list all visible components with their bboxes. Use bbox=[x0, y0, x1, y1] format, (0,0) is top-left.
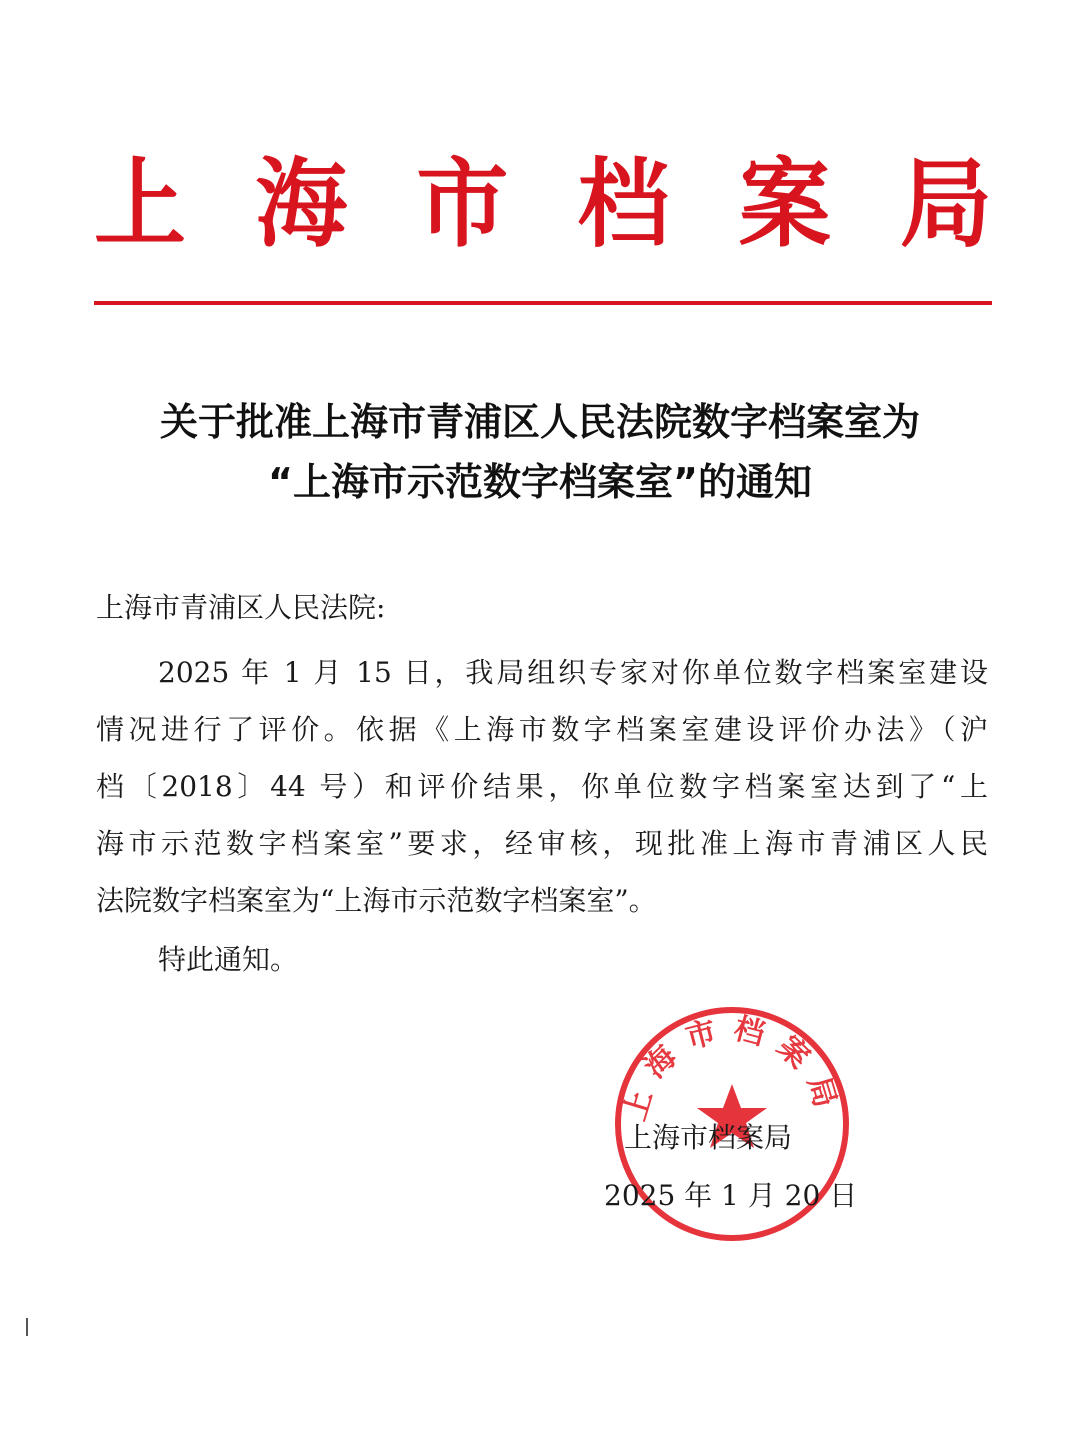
masthead-char: 市 bbox=[416, 148, 509, 261]
body-line: 情况进行了评价。依据《上海市数字档案室建设评价办法》（沪 bbox=[96, 713, 988, 746]
masthead-char: 局 bbox=[899, 148, 992, 261]
salutation: 上海市青浦区人民法院: bbox=[96, 591, 386, 624]
body-line: 2025 年 1 月 15 日，我局组织专家对你单位数字档案室建设 bbox=[158, 656, 988, 689]
masthead-char: 档 bbox=[577, 148, 670, 261]
masthead-char: 上 bbox=[94, 148, 187, 261]
seal-arc-text: 上海市档案局 bbox=[617, 1011, 847, 1125]
masthead-issuer bbox=[94, 150, 992, 260]
body-line: 海市示范数字档案室”要求，经审核，现批准上海市青浦区人民 bbox=[96, 827, 988, 860]
margin-mark bbox=[26, 1318, 28, 1336]
title-line-2: “上海市示范数字档案室”的通知 bbox=[268, 460, 812, 504]
body-line: 档〔2018〕44 号）和评价结果，你单位数字档案室达到了“上 bbox=[96, 770, 988, 803]
signature-date: 2025 年 1 月 20 日 bbox=[604, 1179, 858, 1212]
closing-text: 特此通知。 bbox=[158, 943, 299, 976]
red-header-rule bbox=[94, 301, 992, 305]
signer-name: 上海市档案局 bbox=[624, 1121, 793, 1154]
body-line: 法院数字档案室为“上海市示范数字档案室”。 bbox=[96, 884, 657, 917]
title-line-1: 关于批准上海市青浦区人民法院数字档案室为 bbox=[159, 400, 920, 444]
masthead-char: 海 bbox=[255, 148, 348, 261]
body-paragraph bbox=[96, 644, 988, 929]
masthead-char: 案 bbox=[738, 148, 831, 261]
document-title bbox=[60, 392, 1020, 512]
